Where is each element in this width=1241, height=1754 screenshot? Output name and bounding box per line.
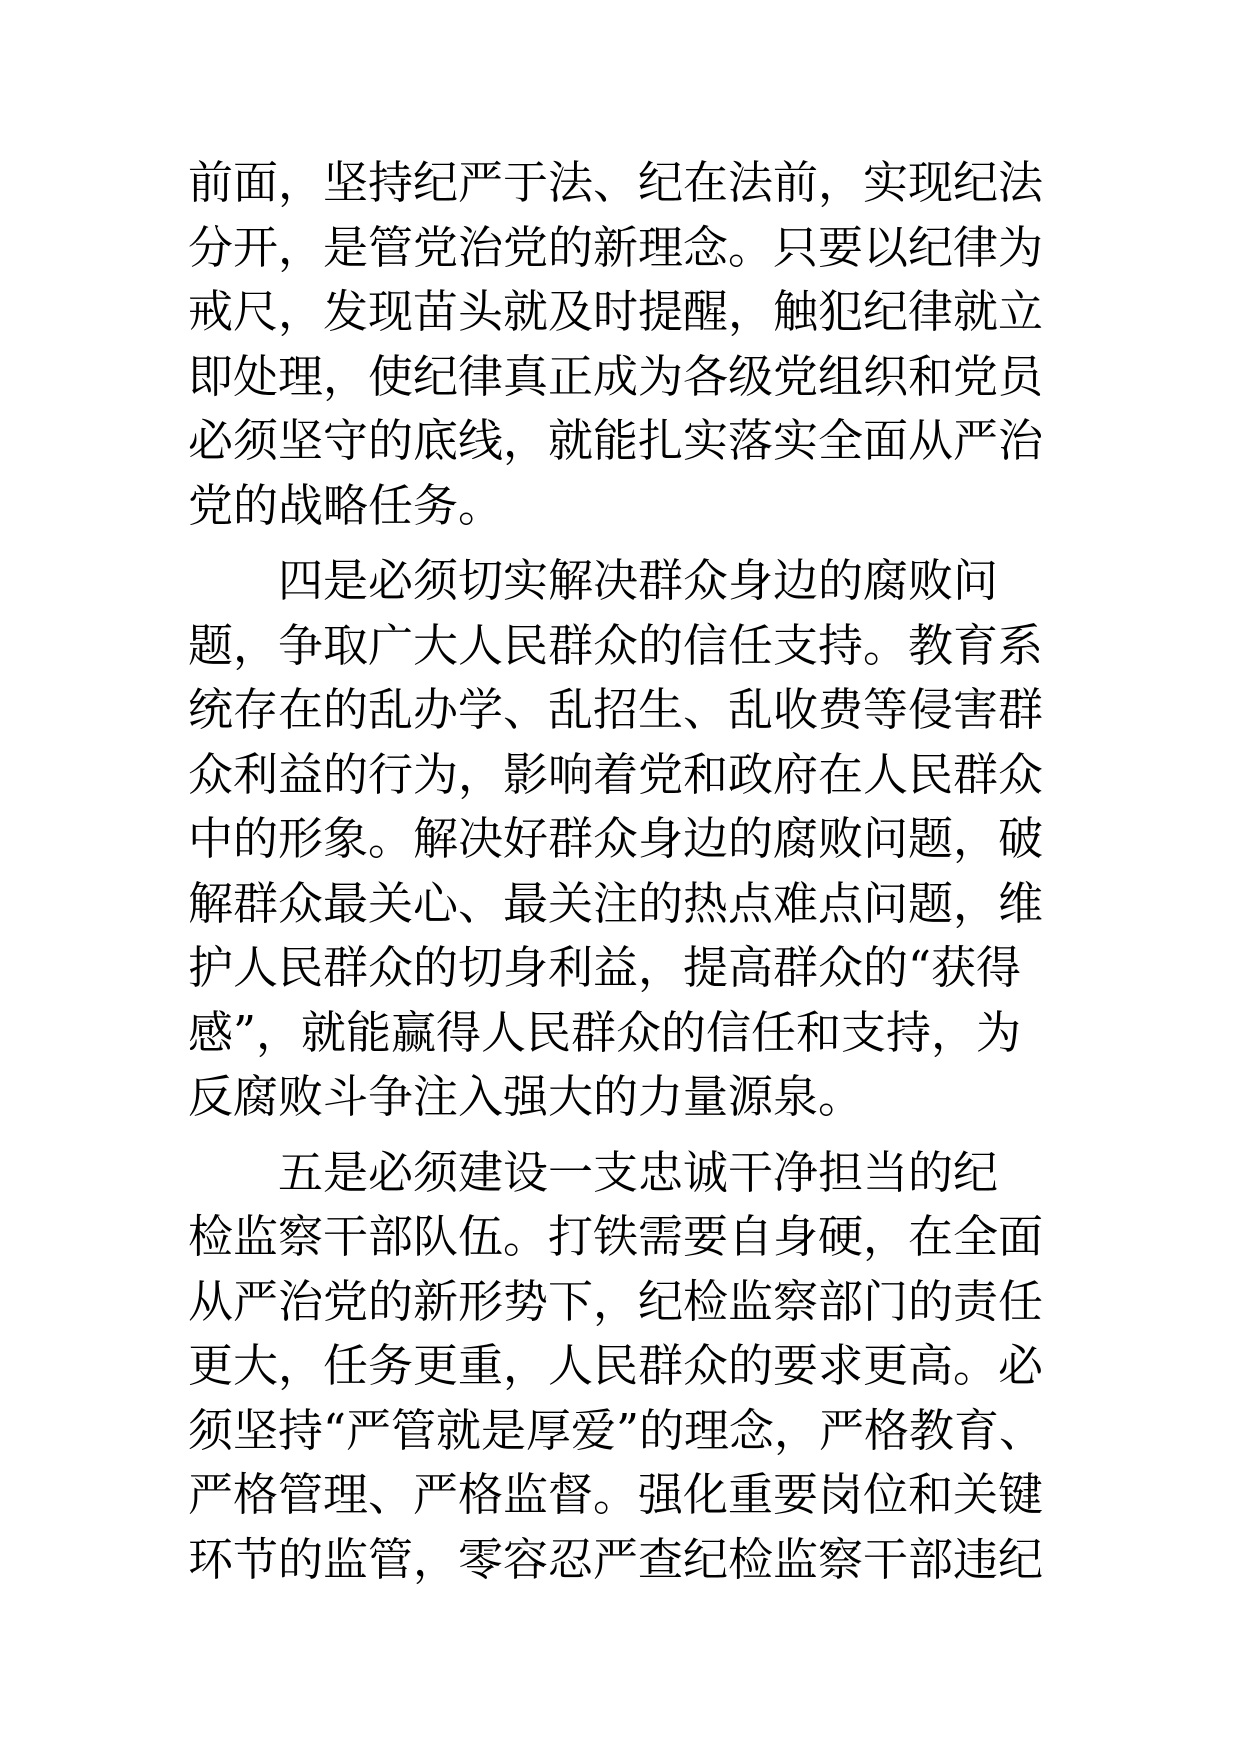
text-line: 分开，是管党治党的新理念。只要以纪律为 bbox=[188, 220, 1044, 274]
text-line: 检监察干部队伍。打铁需要自身硬，在全面 bbox=[188, 1210, 1044, 1263]
text-line: 戒尺，发现苗头就及时提醒，触犯纪律就立 bbox=[188, 285, 1044, 338]
text-line: 须坚持“严管就是厚爱”的理念，严格教育、 bbox=[188, 1403, 1045, 1457]
text-line: 即处理，使纪律真正成为各级党组织和党员 bbox=[188, 349, 1044, 403]
paragraph bbox=[188, 549, 1060, 1130]
paragraph bbox=[188, 151, 1060, 538]
text-line: 感”，就能赢得人民群众的信任和支持，为 bbox=[188, 1005, 1022, 1059]
paragraph-spacing bbox=[188, 1130, 1060, 1141]
paragraph-spacing bbox=[188, 538, 1060, 549]
text-line: 必须坚守的底线，就能扎实落实全面从严治 bbox=[188, 414, 1044, 467]
text-line: 题，争取广大人民群众的信任支持。教育系 bbox=[188, 618, 1044, 672]
text-line: 众利益的行为，影响着党和政府在人民群众 bbox=[188, 747, 1044, 801]
text-line: 严格管理、严格监督。强化重要岗位和关键 bbox=[188, 1468, 1044, 1521]
text-line: 中的形象。解决好群众身边的腐败问题，破 bbox=[188, 812, 1044, 865]
text-line: 环节的监管，零容忍严查纪检监察干部违纪 bbox=[188, 1532, 1044, 1586]
paragraph bbox=[188, 1141, 1060, 1593]
text-line: 反腐败斗争注入强大的力量源泉。 bbox=[188, 1070, 864, 1123]
text-line: 护人民群众的切身利益，提高群众的“获得 bbox=[188, 941, 1022, 994]
text-line: 从严治党的新形势下，纪检监察部门的责任 bbox=[188, 1274, 1044, 1328]
text-line: 前面，坚持纪严于法、纪在法前，实现纪法 bbox=[188, 156, 1044, 209]
text-line: 解群众最关心、最关注的热点难点问题，维 bbox=[188, 876, 1044, 930]
document-body bbox=[188, 151, 1060, 1592]
text-line: 统存在的乱办学、乱招生、乱收费等侵害群 bbox=[188, 683, 1044, 736]
text-line: 更大，任务更重，人民群众的要求更高。必 bbox=[188, 1339, 1044, 1392]
text-line: 五是必须建设一支忠诚干净担当的纪 bbox=[188, 1145, 999, 1199]
text-line: 党的战略任务。 bbox=[188, 478, 504, 532]
text-line: 四是必须切实解决群众身边的腐败问 bbox=[188, 554, 999, 607]
